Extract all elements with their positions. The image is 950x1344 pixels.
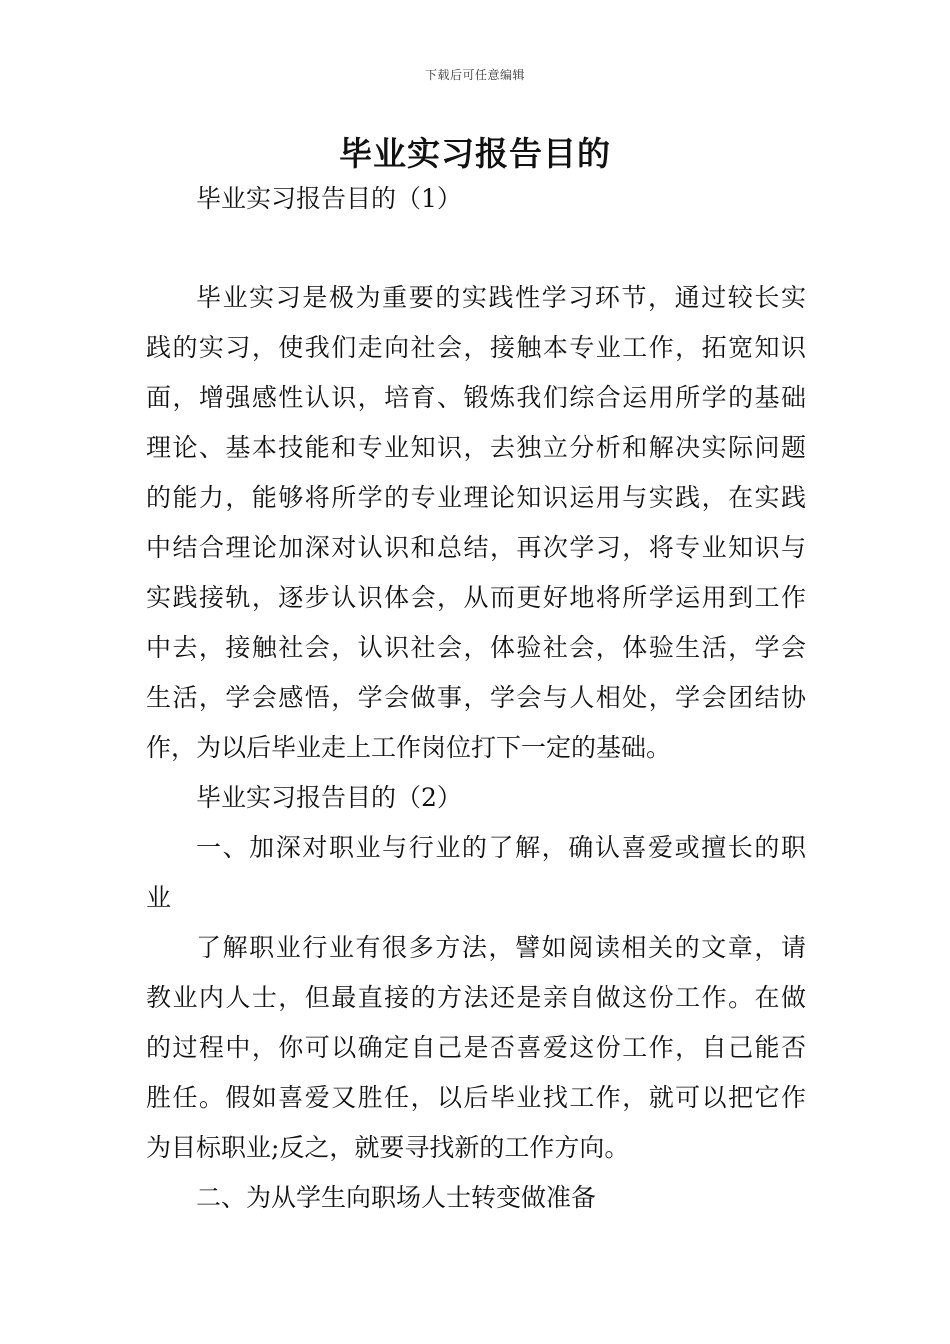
paragraph-line: 胜任。假如喜爱又胜任，以后毕业找工作，就可以把它作 <box>146 1083 806 1112</box>
paragraph-line: 中去，接触社会，认识社会，体验社会，体验生活，学会 <box>146 633 806 662</box>
section-heading-2: 毕业实习报告目的（2） <box>196 783 462 812</box>
paragraph-line: 的能力，能够将所学的专业理论知识运用与实践，在实践 <box>146 483 806 512</box>
paragraph-line: 毕业实习是极为重要的实践性学习环节，通过较长实 <box>196 283 806 312</box>
document-title: 毕业实习报告目的 <box>339 134 611 173</box>
paragraph-line: 实践接轨，逐步认识体会，从而更好地将所学运用到工作 <box>146 583 806 612</box>
point-heading-line: 业 <box>146 883 172 912</box>
section-heading-1: 毕业实习报告目的（1） <box>196 184 462 213</box>
header-note: 下载后可任意编辑 <box>424 68 525 82</box>
point-heading-line: 一、加深对职业与行业的了解，确认喜爱或擅长的职 <box>196 833 806 862</box>
paragraph-line: 践的实习，使我们走向社会，接触本专业工作，拓宽知识 <box>146 333 806 362</box>
paragraph-line: 作，为以后毕业走上工作岗位打下一定的基础。 <box>146 733 672 762</box>
paragraph-line: 的过程中，你可以确定自己是否喜爱这份工作，自己能否 <box>146 1033 806 1062</box>
paragraph-line: 中结合理论加深对认识和总结，再次学习，将专业知识与 <box>146 533 806 562</box>
paragraph-line: 教业内人士，但最直接的方法还是亲自做这份工作。在做 <box>146 983 806 1012</box>
paragraph-line: 面，增强感性认识，培育、锻炼我们综合运用所学的基础 <box>146 383 806 412</box>
paragraph-line: 生活，学会感悟，学会做事，学会与人相处，学会团结协 <box>146 683 806 712</box>
paragraph-line: 为目标职业;反之，就要寻找新的工作方向。 <box>146 1133 630 1162</box>
paragraph-line: 了解职业行业有很多方法，譬如阅读相关的文章，请 <box>196 933 806 962</box>
point-heading-2: 二、为从学生向职场人士转变做准备 <box>196 1183 597 1212</box>
paragraph-line: 理论、基本技能和专业知识，去独立分析和解决实际问题 <box>146 433 806 462</box>
